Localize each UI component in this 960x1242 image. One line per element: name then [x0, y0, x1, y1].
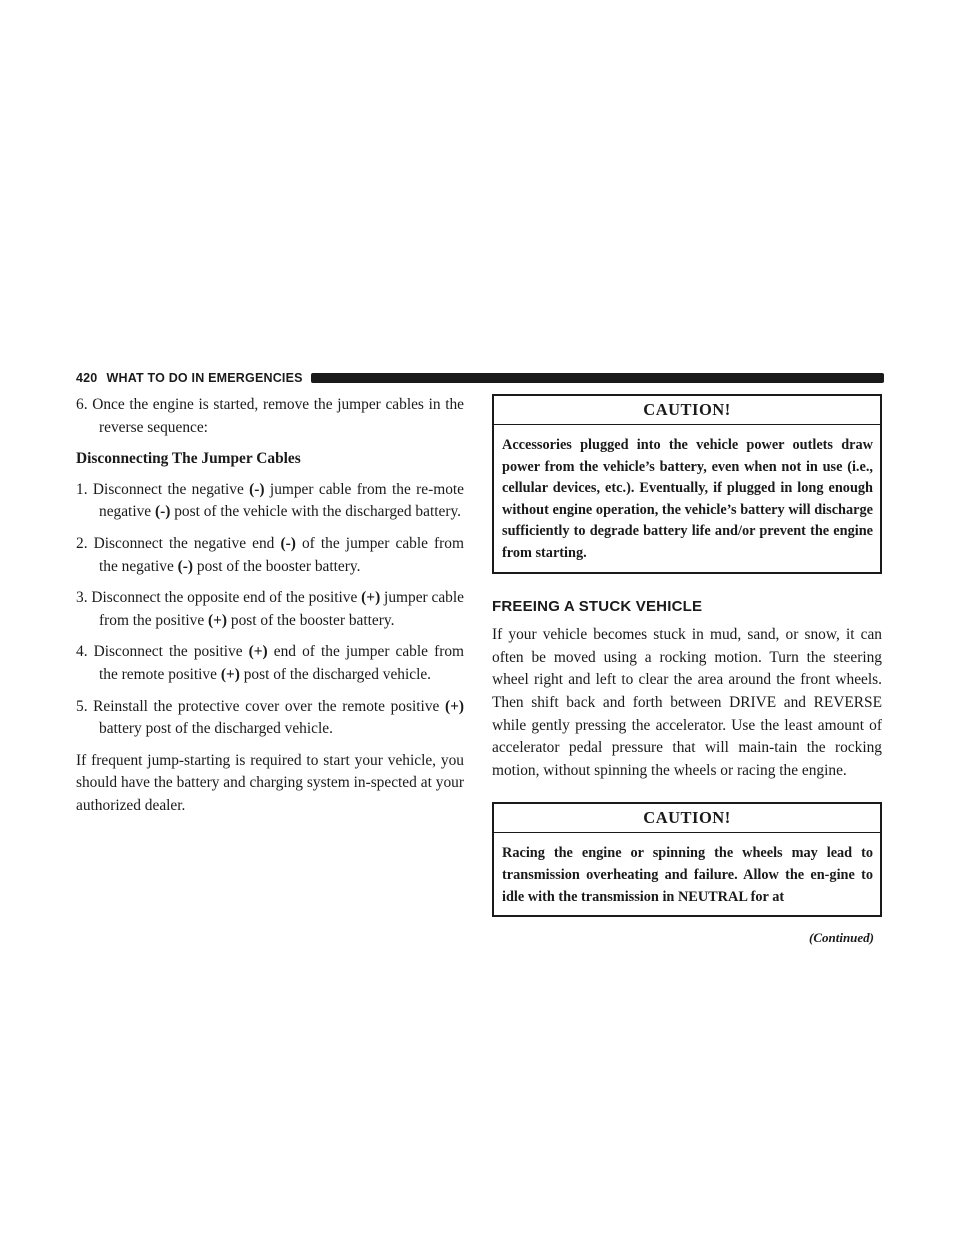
subheading: Disconnecting The Jumper Cables	[76, 450, 301, 468]
step-4: 4. Disconnect the positive (+) end of the jumper cable from the remote positive (+) post of the discharged vehicle.	[76, 643, 464, 683]
section-heading: FREEING A STUCK VEHICLE	[492, 597, 703, 615]
step-5: 5. Reinstall the protective cover over the remote positive (+) battery post of the discharged vehicle.	[76, 697, 464, 738]
page-header	[76, 371, 884, 385]
section-paragraph: If your vehicle becomes stuck in mud, sand, or snow, it can often be moved using a rocking motion. Turn the steering wheel right and left to clear the area around the front wheels. Then shift back and forth between DRIVE and REVERSE while gently pressing the accelerator. Use the least amount of accelerator pedal pressure that will main-tain the rocking motion, without spinning the wheels or racing the engine.	[492, 626, 882, 779]
caution-title: CAUTION!	[494, 804, 880, 833]
page-number: 420	[76, 371, 98, 385]
continued-note: (Continued)	[808, 930, 874, 946]
closing-paragraph: If frequent jump-starting is required to start your vehicle, you should have the battery and charging system in-spected at your authorized dealer.	[76, 751, 464, 814]
left-column	[76, 394, 464, 818]
step-2: 2. Disconnect the negative end (-) of the jumper cable from the negative (-) post of the booster battery.	[76, 534, 464, 575]
step-3: 3. Disconnect the opposite end of the positive (+) jumper cable from the positive (+) post of the booster battery.	[76, 589, 464, 629]
section-title: WHAT TO DO IN EMERGENCIES	[106, 371, 303, 385]
caution-box-2	[492, 802, 882, 917]
step-1: 1. Disconnect the negative (-) jumper cable from the re-mote negative (-) post of the vehicle with the discharged battery.	[76, 480, 464, 521]
header-rule	[311, 373, 884, 383]
caution-box-1	[492, 394, 882, 574]
step-6: 6. Once the engine is started, remove the jumper cables in the reverse sequence:	[76, 396, 465, 436]
caution-body: Accessories plugged into the vehicle power outlets draw power from the vehicle’s battery, even when not in use (i.e., cellular devices, etc.). Eventually, if plugged in long enough without engine operation, the vehicle’s battery will discharge sufficiently to degrade battery life and/or prevent the engine from starting.	[502, 437, 873, 561]
caution-body: Racing the engine or spinning the wheels may lead to transmission overheating and failure. Allow the en-gine to idle with the transmission in NEUTRAL for at	[502, 845, 873, 905]
right-column	[492, 394, 882, 950]
caution-title: CAUTION!	[494, 396, 880, 425]
